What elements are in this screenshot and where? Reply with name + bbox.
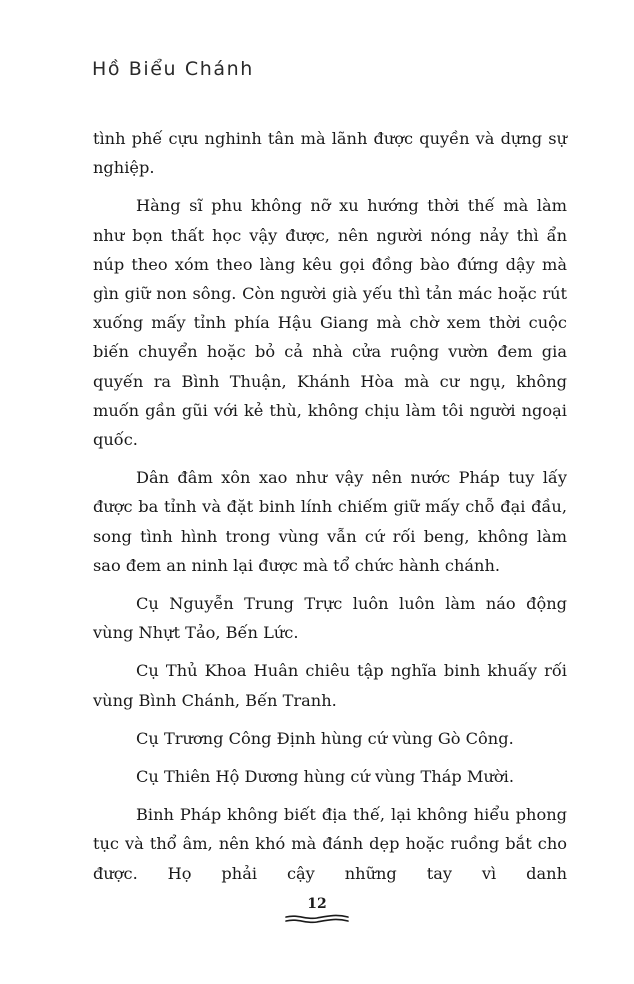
paragraph-binh-phap: Binh Pháp không biết địa thế, lại không hiểu phong tục và thổ âm, nên khó mà đánh dẹp hoặc ruồng bắt cho được. Họ phải cậy những tay vì danh	[93, 805, 567, 883]
paragraph-si-phu: Hàng sĩ phu không nỡ xu hướng thời thế mà làm như bọn thất học vậy được, nên người nóng nảy thì ẩn núp theo xóm theo làng kêu gọi đồng bào đứng dậy mà gìn giữ non sông. Còn người già yếu thì tản mác hoặc rút xuống mấy tỉnh phía Hậu Giang mà chờ xem thời cuộc biến chuyển hoặc bỏ cả nhà cửa ruộng vườn đem gia quyến ra Bình Thuận, Khánh Hòa mà cư ngụ, không muốn gần gũi với kẻ thù, không chịu làm tôi người ngoại quốc.	[93, 196, 567, 450]
page-number: 12	[307, 896, 327, 912]
paragraph-nguyen-trung-truc: Cụ Nguyễn Trung Trực luôn luôn làm náo động vùng Nhựt Tảo, Bến Lức.	[93, 594, 567, 643]
paragraph-dan-dam: Dân đâm xôn xao như vậy nên nước Pháp tuy lấy được ba tỉnh và đặt binh lính chiếm giữ mấy chỗ đại đầu, song tình hình trong vùng vẫn cứ rối beng, không làm sao đem an ninh lại được mà tổ chức hành chánh.	[93, 468, 567, 575]
paragraph-thien-ho-duong: Cụ Thiên Hộ Dương hùng cứ vùng Tháp Mười.	[136, 767, 514, 787]
body-text	[93, 124, 567, 897]
page-footer	[0, 895, 634, 926]
paragraph-thu-khoa-huan: Cụ Thủ Khoa Huân chiêu tập nghĩa binh khuấy rối vùng Bình Chánh, Bến Tranh.	[93, 661, 567, 710]
paragraph-continued: tình phế cựu nghinh tân mà lãnh được quyền và dựng sự nghiệp.	[93, 129, 567, 178]
wave-flourish-icon	[284, 914, 350, 926]
running-header: Hồ Biểu Chánh	[92, 58, 254, 80]
paragraph-truong-cong-dinh: Cụ Trương Công Định hùng cứ vùng Gò Công.	[136, 728, 514, 748]
